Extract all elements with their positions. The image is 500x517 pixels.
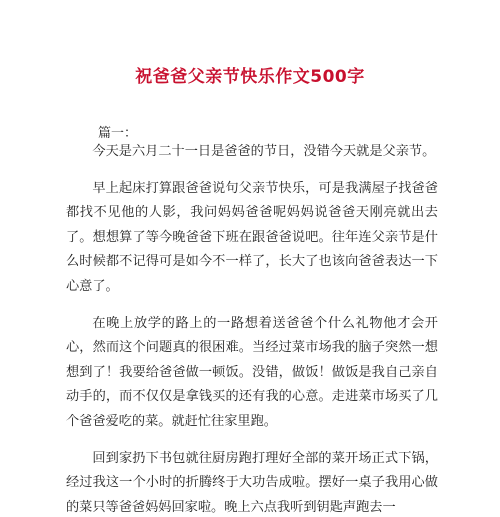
document-title: 祝爸爸父亲节快乐作文500字	[135, 67, 365, 87]
paragraph-3: 在晚上放学的路上的一路想着送爸爸个什么礼物他才会开心，然而这个问题真的很困难。当经过菜市场我的脑子突然一想想到了！我要给爸爸做一顿饭。没错，做饭！做饭是我自己亲自动手的，而不仅仅是拿钱买的还有我的心意。走进菜市场买了几个爸爸爱吃的菜。就赶忙往家里跑。	[66, 315, 438, 429]
paragraph-4: 回到家扔下书包就往厨房跑打理好全部的菜开场正式下锅，经过我这一个小时的折腾终于大功告成啦。摆好一桌子我用心做的菜只等爸爸妈妈回家啦。晚上六点我听到钥匙声跑去一	[66, 450, 438, 515]
document-body	[66, 140, 438, 517]
section-label: 篇一：	[98, 126, 138, 141]
paragraph-2: 早上起床打算跟爸爸说句父亲节快乐，可是我满屋子找爸爸都找不见他的人影，我问妈妈爸爸呢妈妈说爸爸天刚亮就出去了。想想算了等今晚爸爸下班在跟爸爸说吧。往年连父亲节是什么时候都不记得可是如今不一样了，长大了也该向爸爸表达一下心意了。	[66, 180, 438, 294]
paragraph-1: 今天是六月二十一日是爸爸的节日，没错今天就是父亲节。	[92, 144, 436, 159]
